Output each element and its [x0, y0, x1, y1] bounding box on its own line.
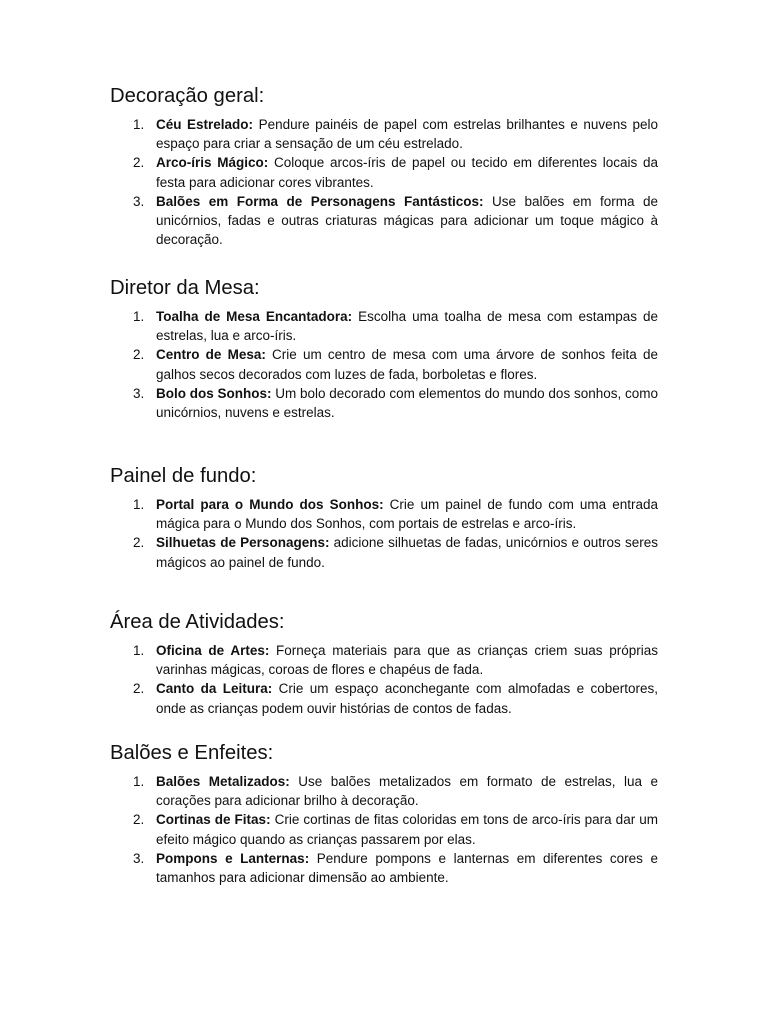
- list-item: [110, 495, 658, 533]
- section-title: Balões e Enfeites:: [110, 742, 274, 764]
- item-number: 2.: [133, 347, 145, 363]
- item-text: Crie um painel de fundo com uma entrada mágica para o Mundo dos Sonhos, com portais de estrelas e arco-íris.: [156, 497, 658, 532]
- item-text: Crie um centro de mesa com uma árvore de sonhos feita de galhos secos decorados com luzes de fada, borboletas e flores.: [156, 347, 658, 382]
- item-term: Oficina de Artes:: [156, 643, 270, 658]
- section-painel-de-fundo: [110, 466, 658, 612]
- item-text: Forneça materiais para que as crianças criem suas próprias varinhas mágicas, coroas de flores e chapéus de fada.: [156, 643, 658, 678]
- item-term: Cortinas de Fitas:: [156, 812, 271, 828]
- list-item: [110, 849, 658, 887]
- item-text: Pendure painéis de papel com estrelas brilhantes e nuvens pelo espaço para criar a sensação de um céu estrelado.: [156, 117, 658, 152]
- item-term: Silhuetas de Personagens:: [156, 535, 330, 551]
- list-item: [110, 772, 658, 810]
- item-number: 1.: [133, 117, 145, 132]
- item-text: Pendure pompons e lanternas em diferentes cores e tamanhos para adicionar dimensão ao ambiente.: [156, 850, 658, 886]
- item-text: Crie um espaço aconchegante com almofadas e cobertores, onde as crianças podem ouvir histórias de contos de fadas.: [156, 681, 658, 716]
- item-text: Use balões em forma de unicórnios, fadas e outras criaturas mágicas para adicionar um toque mágico à decoração.: [156, 193, 658, 248]
- item-term: Bolo dos Sonhos:: [156, 385, 272, 401]
- section-title: Painel de fundo:: [110, 465, 257, 487]
- list-item: [110, 115, 658, 153]
- section-title: Decoração geral:: [110, 85, 265, 107]
- section-baloes-e-enfeites: [110, 743, 658, 893]
- item-term: Balões em Forma de Personagens Fantásticos:: [156, 193, 484, 209]
- section-title: Área de Atividades:: [110, 611, 285, 633]
- item-text: Coloque arcos-íris de papel ou tecido em diferentes locais da festa para adicionar cores vibrantes.: [156, 155, 658, 190]
- list-item: [110, 384, 658, 422]
- item-text: Um bolo decorado com elementos do mundo dos sonhos, como unicórnios, nuvens e estrelas.: [156, 385, 658, 421]
- item-text: Crie cortinas de fitas coloridas em tons de arco-íris para dar um efeito mágico quando as crianças passarem por elas.: [156, 812, 658, 847]
- item-term: Canto da Leitura:: [156, 681, 273, 697]
- item-term: Céu Estrelado:: [156, 117, 254, 132]
- section-decoracao-geral: [110, 86, 658, 278]
- item-list: [110, 495, 658, 572]
- item-term: Toalha de Mesa Encantadora:: [156, 309, 353, 324]
- list-item: [110, 533, 658, 571]
- item-list: [110, 772, 658, 887]
- item-term: Centro de Mesa:: [156, 347, 266, 363]
- item-term: Portal para o Mundo dos Sonhos:: [156, 497, 384, 512]
- item-term: Arco-íris Mágico:: [156, 155, 269, 171]
- item-number: 2.: [133, 155, 145, 171]
- item-number: 3.: [133, 385, 145, 401]
- list-item: [110, 192, 658, 250]
- list-item: [110, 153, 658, 191]
- section-title: Diretor da Mesa:: [110, 277, 260, 299]
- item-term: Balões Metalizados:: [156, 774, 290, 789]
- item-number: 2.: [133, 681, 145, 697]
- list-item: [110, 810, 658, 848]
- item-list: [110, 307, 658, 422]
- list-item: [110, 345, 658, 383]
- item-number: 3.: [133, 850, 145, 866]
- list-item: [110, 307, 658, 345]
- item-list: [110, 115, 658, 249]
- item-number: 1.: [133, 497, 145, 512]
- item-text: adicione silhuetas de fadas, unicórnios e outros seres mágicos ao painel de fundo.: [156, 535, 658, 570]
- item-text: Escolha uma toalha de mesa com estampas de estrelas, lua e arco-íris.: [156, 309, 658, 344]
- item-number: 2.: [133, 535, 145, 551]
- list-item: [110, 679, 658, 717]
- document-page: [110, 86, 658, 893]
- item-list: [110, 641, 658, 718]
- item-number: 3.: [133, 193, 145, 209]
- item-text: Use balões metalizados em formato de estrelas, lua e corações para adicionar brilho à decoração.: [156, 774, 658, 809]
- item-number: 1.: [133, 774, 145, 789]
- section-area-de-atividades: [110, 612, 658, 743]
- list-item: [110, 641, 658, 679]
- section-diretor-da-mesa: [110, 278, 658, 466]
- item-number: 1.: [133, 643, 145, 658]
- item-number: 1.: [133, 309, 145, 324]
- item-number: 2.: [133, 812, 145, 828]
- item-term: Pompons e Lanternas:: [156, 850, 310, 866]
